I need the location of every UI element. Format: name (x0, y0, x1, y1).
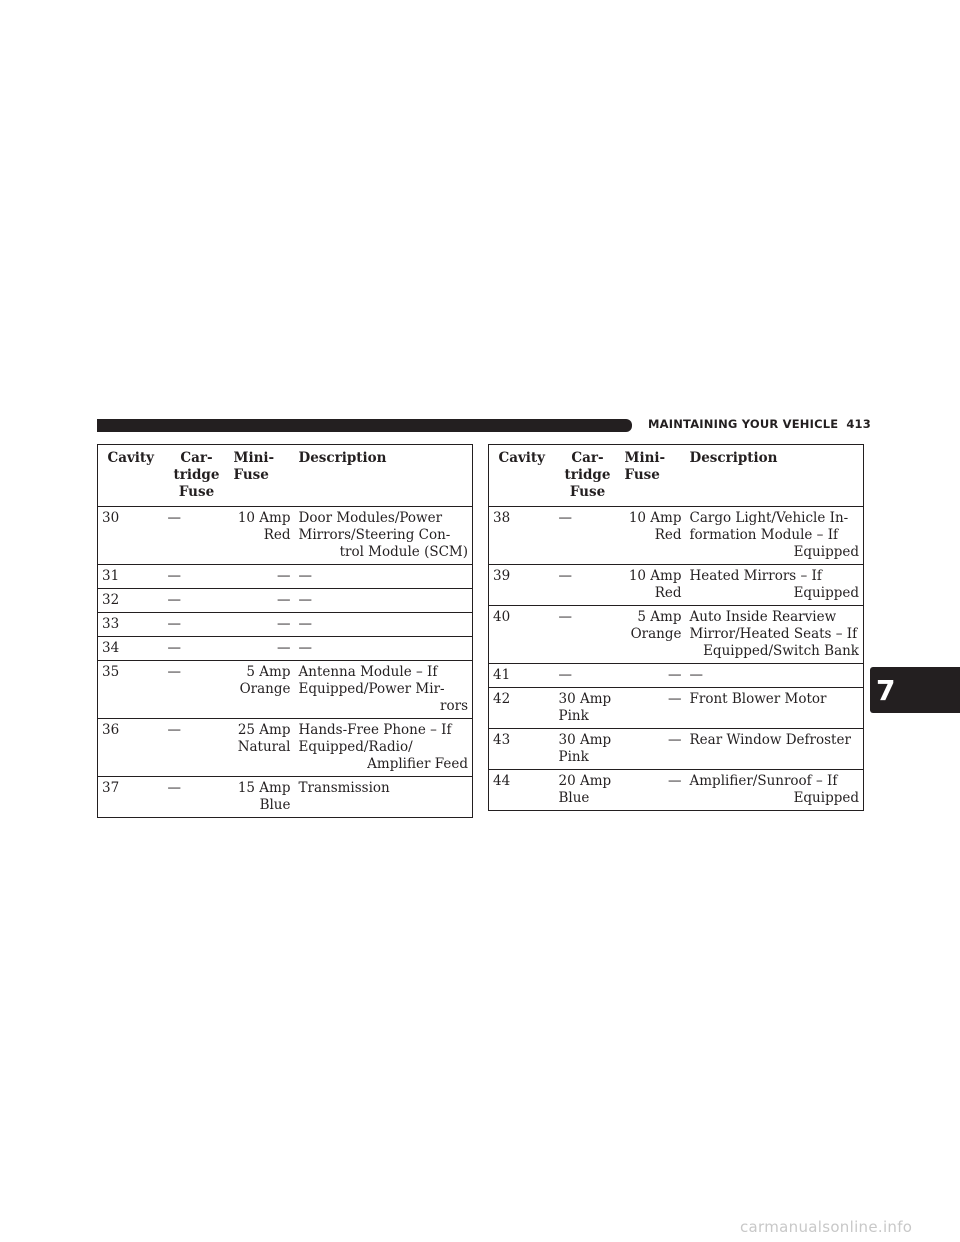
mini-fuse-cell: 25 Amp Natural (237, 722, 291, 755)
table-row (98, 637, 473, 661)
cartridge-fuse-cell: — (167, 722, 181, 738)
cavity-cell: 31 (102, 568, 120, 584)
table-row (98, 589, 473, 613)
table-row (489, 770, 864, 811)
cavity-cell: 34 (102, 640, 120, 656)
cavity-cell: 42 (493, 691, 511, 707)
cavity-cell: 40 (493, 609, 511, 625)
mini-fuse-cell: 5 Amp Orange (239, 664, 291, 697)
description-last-line: trol Module (SCM) (339, 544, 468, 560)
description-cell: Heated Mirrors – If (689, 568, 822, 584)
description-last-line: Amplifier Feed (367, 756, 468, 772)
cavity-cell: 44 (493, 773, 511, 789)
watermark: carmanualsonline.info (740, 1218, 913, 1236)
description-cell: Antenna Module – If Equipped/Power Mir- (298, 664, 445, 697)
table-row (489, 606, 864, 664)
mini-fuse-cell: 10 Amp Red (237, 510, 291, 543)
description-cell: Auto Inside Rearview Mirror/Heated Seats – If (689, 609, 858, 642)
description-cell: — (298, 568, 312, 584)
table-row (489, 507, 864, 565)
cartridge-fuse-cell: 30 Amp Pink (558, 732, 612, 765)
header-description: Description (298, 450, 387, 466)
header-rule (97, 419, 632, 432)
section-title: MAINTAINING YOUR VEHICLE (648, 417, 839, 431)
description-last-line: Equipped (793, 585, 859, 601)
mini-fuse-cell: 10 Amp Red (628, 568, 682, 601)
mini-fuse-cell: 15 Amp Blue (237, 780, 291, 813)
table-row (98, 565, 473, 589)
header-cartridge-fuse: Car- tridge Fuse (564, 450, 611, 500)
cartridge-fuse-cell: — (167, 592, 181, 608)
chapter-number: 7 (876, 673, 896, 707)
table-row (98, 661, 473, 719)
table-row (489, 729, 864, 770)
cavity-cell: 35 (102, 664, 120, 680)
table-row (98, 719, 473, 777)
cartridge-fuse-cell: 30 Amp Pink (558, 691, 612, 724)
cavity-cell: 41 (493, 667, 511, 683)
fuse-table-right (488, 444, 864, 811)
cavity-cell: 32 (102, 592, 120, 608)
description-cell: Amplifier/Sunroof – If (689, 773, 838, 789)
header-description: Description (689, 450, 778, 466)
header-cavity: Cavity (107, 450, 155, 466)
table-row (489, 688, 864, 729)
description-last-line: Equipped (793, 790, 859, 806)
mini-fuse-cell: — (277, 616, 291, 632)
table-header-row (98, 445, 473, 507)
header-mini-fuse: Mini- Fuse (624, 450, 666, 483)
cartridge-fuse-cell: — (558, 609, 572, 625)
cartridge-fuse-cell: — (167, 510, 181, 526)
mini-fuse-cell: 5 Amp Orange (630, 609, 682, 642)
table-row (489, 664, 864, 688)
description-last-line: Equipped (793, 544, 859, 560)
description-cell: — (298, 616, 312, 632)
description-cell: Transmission (298, 780, 390, 796)
cartridge-fuse-cell: — (167, 664, 181, 680)
cartridge-fuse-cell: 20 Amp Blue (558, 773, 612, 806)
header-mini-fuse: Mini- Fuse (233, 450, 275, 483)
description-cell: Hands-Free Phone – If Equipped/Radio/ (298, 722, 452, 755)
mini-fuse-cell: 10 Amp Red (628, 510, 682, 543)
cartridge-fuse-cell: — (167, 568, 181, 584)
description-last-line: Equipped/Switch Bank (703, 643, 859, 659)
table-row (98, 507, 473, 565)
table-row (98, 777, 473, 818)
description-cell: — (298, 592, 312, 608)
running-header (648, 417, 871, 431)
cartridge-fuse-cell: — (167, 616, 181, 632)
table-row (489, 565, 864, 606)
mini-fuse-cell: — (277, 568, 291, 584)
cavity-cell: 43 (493, 732, 511, 748)
cartridge-fuse-cell: — (558, 510, 572, 526)
mini-fuse-cell: — (277, 592, 291, 608)
cavity-cell: 30 (102, 510, 120, 526)
header-cavity: Cavity (498, 450, 546, 466)
mini-fuse-cell: — (668, 773, 682, 789)
description-cell: — (689, 667, 703, 683)
table-header-row (489, 445, 864, 507)
description-cell: Door Modules/Power Mirrors/Steering Con- (298, 510, 451, 543)
cavity-cell: 36 (102, 722, 120, 738)
description-cell: Rear Window Defroster (689, 732, 851, 748)
description-cell: — (298, 640, 312, 656)
chapter-tab (870, 667, 960, 713)
mini-fuse-cell: — (668, 691, 682, 707)
header-cartridge-fuse: Car- tridge Fuse (173, 450, 220, 500)
description-cell: Cargo Light/Vehicle In- formation Module – If (689, 510, 849, 543)
cavity-cell: 38 (493, 510, 511, 526)
page-number: 413 (846, 417, 871, 431)
cavity-cell: 37 (102, 780, 120, 796)
cartridge-fuse-cell: — (167, 640, 181, 656)
mini-fuse-cell: — (668, 732, 682, 748)
cavity-cell: 39 (493, 568, 511, 584)
cartridge-fuse-cell: — (167, 780, 181, 796)
mini-fuse-cell: — (668, 667, 682, 683)
table-row (98, 613, 473, 637)
cartridge-fuse-cell: — (558, 667, 572, 683)
mini-fuse-cell: — (277, 640, 291, 656)
description-last-line: rors (440, 698, 468, 714)
cartridge-fuse-cell: — (558, 568, 572, 584)
description-cell: Front Blower Motor (689, 691, 827, 707)
fuse-table-left (97, 444, 473, 818)
cavity-cell: 33 (102, 616, 120, 632)
